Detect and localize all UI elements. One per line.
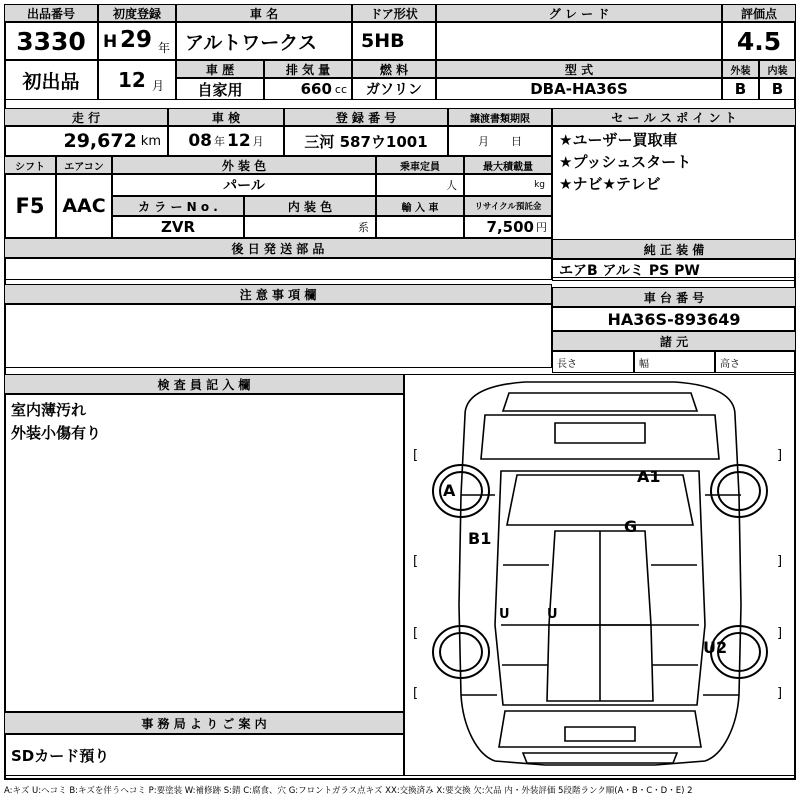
int-grade-header: 内装 bbox=[759, 60, 796, 78]
damage-mark-U-right: U bbox=[547, 607, 558, 622]
lot-no-header: 出品番号 bbox=[4, 4, 98, 22]
first-entry-month: 12 bbox=[118, 68, 146, 92]
door-header: ドア形状 bbox=[352, 4, 436, 22]
ac-value: AAC bbox=[56, 174, 112, 238]
transfer-deadline-value: 月 日 bbox=[448, 126, 552, 156]
reg-no-header: 登 録 番 号 bbox=[284, 108, 448, 126]
chassis-header: 車 台 番 号 bbox=[552, 287, 796, 307]
car-name-value: アルトワークス bbox=[176, 22, 352, 60]
fuel-value: ガソリン bbox=[352, 78, 436, 100]
ext-color-header: 外 装 色 bbox=[112, 156, 376, 174]
car-diagram-panel bbox=[404, 374, 796, 776]
color-no-value: ZVR bbox=[112, 216, 244, 238]
notes-body bbox=[4, 304, 552, 368]
damage-mark-U2: U2 bbox=[703, 638, 728, 657]
svg-text:]: ] bbox=[777, 448, 783, 463]
svg-text:]: ] bbox=[777, 686, 783, 701]
car-name-header: 車 名 bbox=[176, 4, 352, 22]
dims-width: 幅 bbox=[634, 351, 715, 373]
svg-text:[: [ bbox=[413, 626, 419, 641]
ac-header: エアコン bbox=[56, 156, 112, 174]
chassis-value: HA36S-893649 bbox=[552, 307, 796, 331]
color-no-header: カ ラ ー N o . bbox=[112, 196, 244, 216]
svg-text:[: [ bbox=[413, 686, 419, 701]
later-parts-header: 後 日 発 送 部 品 bbox=[4, 238, 552, 258]
svg-text:]: ] bbox=[777, 626, 783, 641]
first-entry-era: H bbox=[103, 32, 118, 52]
sales-point-3: ★ナビ★テレビ bbox=[559, 174, 661, 193]
dims-height: 高さ bbox=[715, 351, 796, 373]
later-parts-body bbox=[4, 258, 552, 280]
model-code-header: 型 式 bbox=[436, 60, 722, 78]
int-color-header: 内 装 色 bbox=[244, 196, 376, 216]
transfer-deadline-header: 譲渡書類期限 bbox=[448, 108, 552, 126]
first-sale-badge: 初出品 bbox=[4, 60, 98, 100]
svg-text:[: [ bbox=[413, 448, 419, 463]
grade-header: グ レ ー ド bbox=[436, 4, 722, 22]
shift-value: F5 bbox=[4, 174, 56, 238]
dims-header: 諸 元 bbox=[552, 331, 796, 351]
notes-header: 注 意 事 項 欄 bbox=[4, 284, 552, 304]
genuine-equip-value: エアB アルミ PS PW bbox=[552, 259, 796, 281]
score-value: 4.5 bbox=[722, 22, 796, 60]
score-header: 評価点 bbox=[722, 4, 796, 22]
fuel-header: 燃 料 bbox=[352, 60, 436, 78]
first-entry-header: 初度登録 bbox=[98, 4, 176, 22]
ext-grade-value: B bbox=[722, 78, 759, 100]
inspector-note-1: 室内薄汚れ bbox=[11, 401, 87, 419]
recycle-value: 7,500 円 bbox=[464, 216, 552, 238]
ext-grade-header: 外装 bbox=[722, 60, 759, 78]
first-entry-year-unit: 年 bbox=[158, 41, 171, 55]
damage-mark-U-left: U bbox=[499, 607, 510, 622]
recycle-header: リサイクル預託金 bbox=[464, 196, 552, 216]
displacement-header: 排 気 量 bbox=[264, 60, 352, 78]
office-header: 事 務 局 よ り ご 案 内 bbox=[4, 712, 404, 734]
sales-point-header: セ ー ル ス ポ イ ン ト bbox=[552, 108, 796, 126]
grade-value bbox=[436, 22, 722, 60]
import-header: 輸 入 車 bbox=[376, 196, 464, 216]
history-header: 車 歴 bbox=[176, 60, 264, 78]
damage-mark-B1: B1 bbox=[468, 529, 492, 548]
first-entry-month-unit: 月 bbox=[152, 79, 165, 93]
history-value: 自家用 bbox=[176, 78, 264, 100]
int-color-value: 系 bbox=[244, 216, 376, 238]
shift-header: シフト bbox=[4, 156, 56, 174]
svg-text:]: ] bbox=[777, 554, 783, 569]
damage-mark-G: G bbox=[624, 517, 638, 536]
int-grade-value: B bbox=[759, 78, 796, 100]
first-entry-year: 29 bbox=[120, 27, 153, 53]
legend-footer: A:キズ U:ヘコミ B:キズを伴うヘコミ P:要塗装 W:補修跡 S:錆 C:腐食、穴 G:フロントガラス点キズ XX:交換済み X:要交換 欠:欠品 内・外装評価 5段階ランク順(A・B・C・D・E) 2 bbox=[4, 786, 693, 796]
reg-no-value: 三河 587ウ1001 bbox=[284, 126, 448, 156]
sales-point-1: ★ユーザー買取車 bbox=[559, 131, 678, 149]
svg-text:[: [ bbox=[413, 554, 419, 569]
ext-color-value: パール bbox=[112, 174, 376, 196]
office-body: SDカード預り bbox=[4, 734, 404, 776]
car-diagram-svg bbox=[405, 375, 795, 775]
load-value: kg bbox=[464, 174, 552, 196]
mileage-value: 29,672 km bbox=[4, 126, 168, 156]
displacement-value: 660 cc bbox=[264, 78, 352, 100]
damage-mark-A: A bbox=[443, 481, 456, 500]
inspector-body bbox=[4, 394, 404, 712]
damage-mark-A1: A1 bbox=[637, 467, 661, 486]
seats-value: 人 bbox=[376, 174, 464, 196]
import-value bbox=[376, 216, 464, 238]
inspection-header: 車 検 bbox=[168, 108, 284, 126]
load-header: 最大積載量 bbox=[464, 156, 552, 174]
model-code-value: DBA-HA36S bbox=[436, 78, 722, 100]
dims-length: 長さ bbox=[552, 351, 634, 373]
mileage-header: 走 行 bbox=[4, 108, 168, 126]
inspector-header: 検 査 員 記 入 欄 bbox=[4, 374, 404, 394]
inspection-value: 08 年 12 月 bbox=[168, 126, 284, 156]
genuine-equip-header: 純 正 装 備 bbox=[552, 239, 796, 259]
door-value: 5HB bbox=[352, 22, 436, 60]
sales-point-2: ★プッシュスタート bbox=[559, 152, 692, 171]
lot-no-value: 3330 bbox=[4, 22, 98, 60]
seats-header: 乗車定員 bbox=[376, 156, 464, 174]
inspector-note-2: 外装小傷有り bbox=[11, 423, 102, 442]
